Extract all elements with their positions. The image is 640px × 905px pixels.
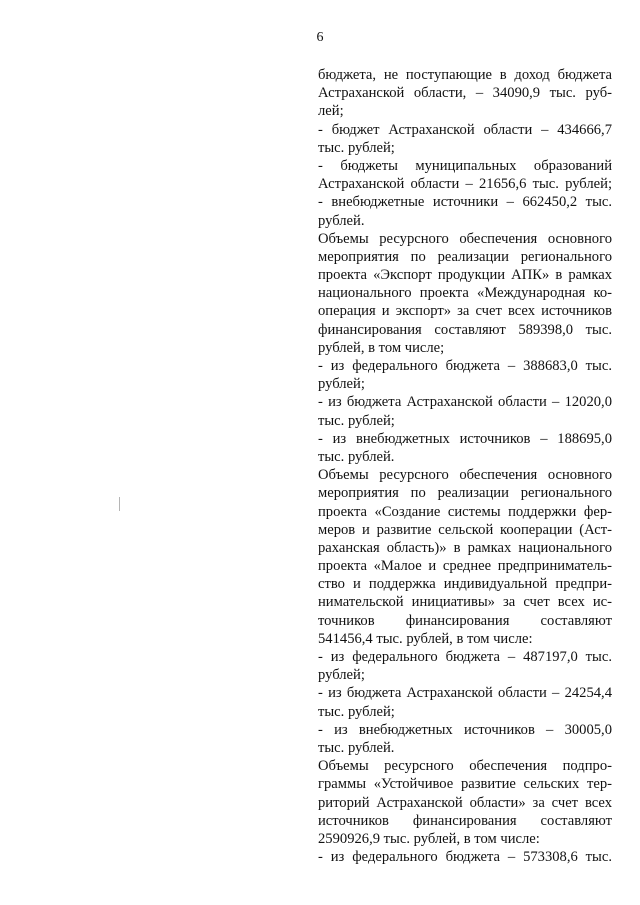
text-line: - из федерального бюджета – 388683,0 тыс.: [318, 358, 612, 374]
text-line: рублей;: [318, 376, 365, 393]
text-line: 541456,4 тыс. рублей, в том числе:: [318, 630, 533, 647]
text-line: проекта «Малое и среднее предприниматель-: [318, 558, 612, 575]
text-line: тыс. рублей;: [318, 412, 395, 429]
text-line: - внебюджетные источники – 662450,2 тыс.: [318, 194, 612, 211]
text-line: Объемы ресурсного обеспечения подпро-: [318, 758, 612, 775]
text-line: национального проекта «Международная ко-: [318, 285, 612, 302]
text-line: мероприятия по реализации регионального: [318, 485, 612, 502]
text-line: тыс. рублей;: [318, 703, 395, 720]
text-line: рублей.: [318, 212, 365, 229]
text-line: - из федерального бюджета – 487197,0 тыс.: [318, 649, 612, 665]
text-line: Астраханской области – 21656,6 тыс. рублей;: [318, 176, 612, 193]
text-line: - из бюджета Астраханской области – 24254,4: [318, 685, 612, 702]
text-line: - из внебюджетных источников – 30005,0: [318, 721, 612, 738]
text-line: лей;: [318, 103, 344, 120]
text-line: - из федерального бюджета – 573308,6 тыс.: [318, 849, 612, 866]
text-line: - бюджет Астраханской области – 434666,7: [318, 121, 612, 138]
text-line: раханская область)» в рамках национального: [318, 539, 612, 556]
text-column: [318, 66, 612, 866]
text-line: - из бюджета Астраханской области – 12020,0: [318, 394, 612, 411]
text-line: проекта «Экспорт продукции АПК» в рамках: [318, 267, 612, 284]
text-line: бюджета, не поступающие в доход бюджета: [318, 67, 612, 83]
text-line: Астраханской области, – 34090,9 тыс. руб-: [318, 85, 612, 102]
text-line: ство и поддержка индивидуальной предпри-: [318, 576, 612, 593]
text-line: тыс. рублей.: [318, 739, 395, 756]
text-line: проекта «Создание системы поддержки фер-: [318, 503, 612, 520]
text-line: тыс. рублей.: [318, 448, 395, 465]
text-line: рублей;: [318, 667, 365, 684]
text-line: граммы «Устойчивое развитие сельских тер-: [318, 776, 612, 793]
text-line: нимательской инициативы» за счет всех ис-: [318, 594, 612, 611]
text-line: точников финансирования составляют: [318, 612, 612, 629]
text-line: рублей, в том числе;: [318, 339, 445, 356]
text-line: - бюджеты муниципальных образований: [318, 157, 612, 174]
text-line: Объемы ресурсного обеспечения основного: [318, 467, 612, 484]
text-line: тыс. рублей;: [318, 139, 395, 156]
text-line: - из внебюджетных источников – 188695,0: [318, 430, 612, 447]
text-line: риторий Астраханской области» за счет всех: [318, 794, 612, 811]
text-line: операция и экспорт» за счет всех источников: [318, 303, 612, 320]
text-line: финансирования составляют 589398,0 тыс.: [318, 321, 612, 338]
text-line: источников финансирования составляют: [318, 812, 612, 829]
text-line: меров и развитие сельской кооперации (Аст-: [318, 521, 612, 538]
scan-artifact-mark: [119, 497, 120, 511]
page-number: 6: [316, 30, 324, 45]
text-line: мероприятия по реализации регионального: [318, 248, 612, 265]
text-line: 2590926,9 тыс. рублей, в том числе:: [318, 830, 540, 847]
text-line: Объемы ресурсного обеспечения основного: [318, 230, 612, 247]
